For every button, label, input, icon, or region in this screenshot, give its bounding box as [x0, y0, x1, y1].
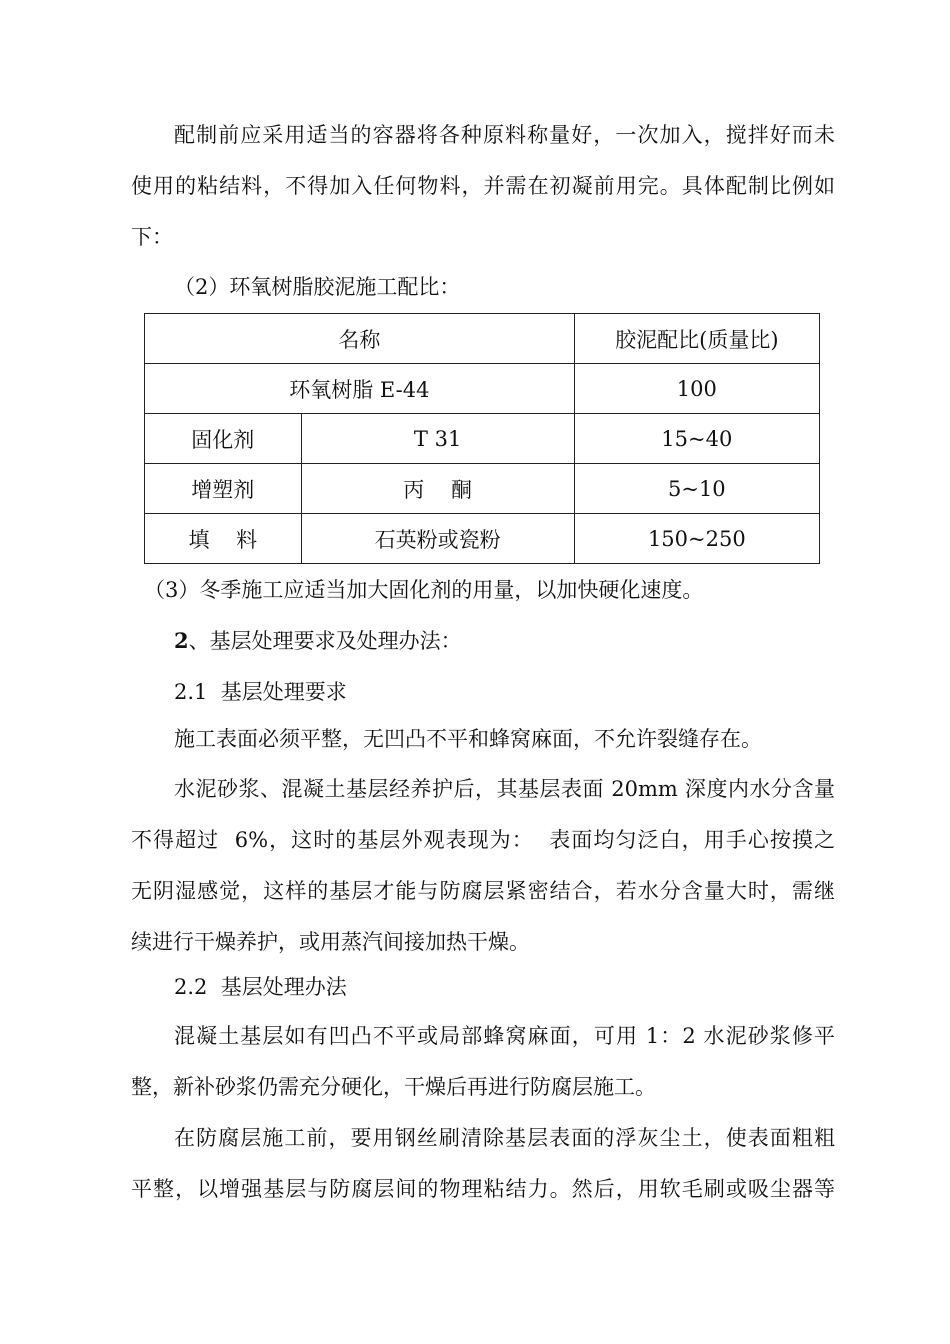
table-row: [145, 414, 820, 464]
paragraph-line: 混凝土基层如有凹凸不平或局部蜂窝麻面，可用 1：2 水泥砂浆修平: [174, 1024, 835, 1048]
ratio-cell: 15~40: [574, 414, 819, 464]
table-row: [145, 364, 820, 414]
name-cell: 环氧树脂 E-44: [145, 364, 575, 414]
paragraph-line: 不得超过 6%，这时的基层外观表现为： 表面均匀泛白，用手心按摸之: [131, 828, 835, 852]
ratio-cell: 150~250: [574, 514, 819, 564]
paragraph-line: 使用的粘结料，不得加入任何物料，并需在初凝前用完。具体配制比例如: [131, 174, 835, 198]
ratio-cell: 5~10: [574, 464, 819, 514]
category-cell: 固化剂: [145, 414, 302, 464]
item-cell: 丙 酮: [301, 464, 574, 514]
ratio-cell: 100: [574, 364, 819, 414]
heading-text: 、基层处理要求及处理办法：: [188, 629, 462, 653]
table-header-row: [145, 314, 820, 364]
paragraph-line: 无阴湿感觉，这样的基层才能与防腐层紧密结合，若水分含量大时，需继: [131, 879, 835, 903]
paragraph-line: 水泥砂浆、混凝土基层经养护后，其基层表面 20mm 深度内水分含量: [174, 777, 835, 801]
table-row: [145, 464, 820, 514]
subheading: 2.1 基层处理要求: [174, 680, 347, 704]
note-line: （3）冬季施工应适当加大固化剂的用量，以加快硬化速度。: [144, 578, 704, 602]
item-cell: T 31: [301, 414, 574, 464]
paragraph-line: 整，新补砂浆仍需充分硬化，干燥后再进行防腐层施工。: [131, 1075, 656, 1099]
paragraph-line: 在防腐层施工前，要用钢丝刷清除基层表面的浮灰尘土，使表面粗粗: [174, 1126, 835, 1150]
heading-number: 2: [174, 628, 189, 653]
paragraph-line: 施工表面必须平整，无凹凸不平和蜂窝麻面，不允许裂缝存在。: [174, 727, 762, 751]
section-title: （2）环氧树脂胶泥施工配比：: [174, 275, 461, 299]
mix-ratio-table: [144, 313, 820, 564]
header-name-cell: 名称: [145, 314, 575, 364]
section-heading: [174, 626, 774, 656]
header-ratio-cell: 胶泥配比(质量比): [574, 314, 819, 364]
paragraph-line: 下：: [131, 225, 173, 249]
paragraph-line: 续进行干燥养护，或用蒸汽间接加热干燥。: [131, 930, 530, 954]
subheading: 2.2 基层处理办法: [174, 975, 347, 999]
category-cell: 填 料: [145, 514, 302, 564]
paragraph-line: 平整，以增强基层与防腐层间的物理粘结力。然后，用软毛刷或吸尘器等: [131, 1177, 835, 1201]
paragraph-line: 配制前应采用适当的容器将各种原料称量好，一次加入，搅拌好而未: [174, 123, 835, 147]
table-row: [145, 514, 820, 564]
category-cell: 增塑剂: [145, 464, 302, 514]
item-cell: 石英粉或瓷粉: [301, 514, 574, 564]
